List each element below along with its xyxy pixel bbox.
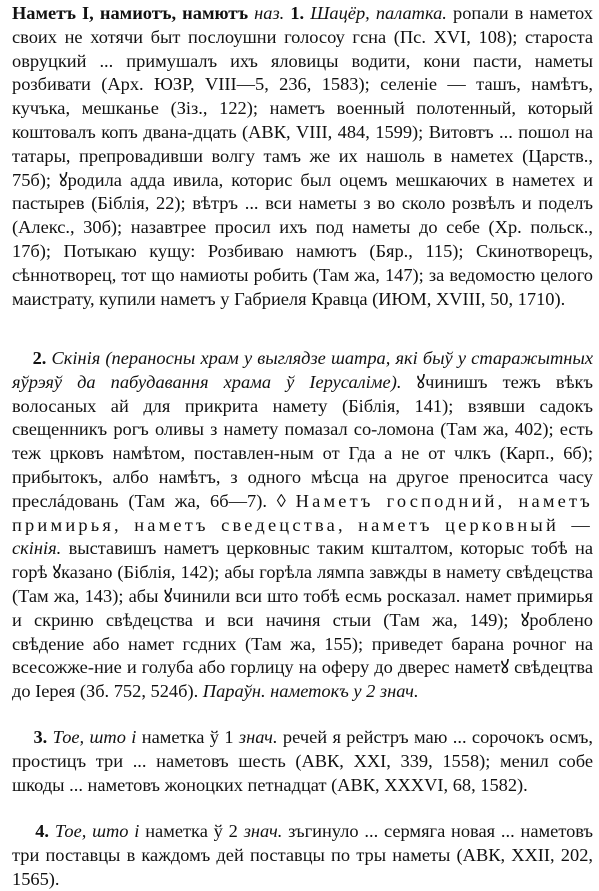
phrase-citations: выставишъ наметъ церковныс таким кшталтом, которыс тобѣ на горѣ ꙋказано (Біблія, 142); абы горѣла лямпа завжды в намету свѣдецства (Там жа, 143); абы ꙋчинили вси што тобѣ есмь росказал. намет примирья и скриню свѣдецства и вси начиня стыи (Там жа, 149); ꙋроблено свѣдение або намет гсдних (Там жа, 155); приведет барана рочног на всесожже-ние и голуба або горлицу на оферу до двереc наметꙋ свѣдецтва до Іерея (Зб. 752, 524б). (12, 538, 593, 702)
sense-gloss-tail: знач. (238, 727, 278, 747)
sense-citations: речей я рейстръ маю ... сорочокъ осмъ, простицъ три ... наметовъ шесть (АВК, XXI, 339, 1558); менил собе шкоды ... наметовъ жоноцких петнадцат (АВК, XXXVI, 68, 1582). (12, 727, 593, 795)
sense-gloss-ref: наметка ў 1 (141, 727, 234, 747)
phrase-gloss: скінія. (12, 538, 62, 559)
sense-number: 1. (290, 3, 305, 23)
sense-citations: зъгинуло ... сермяга новая ... наметовъ три поставцы в каждомъ дей поставцы по тры наметы (АВК, XXII, 202, 1565). (12, 821, 594, 889)
headword: Наметъ I, намиотъ, намютъ (12, 3, 249, 23)
entry-sense-4 (12, 820, 593, 891)
parallel-label: Параўн. (202, 681, 266, 702)
sense-gloss: Шацёр, палатка. (310, 3, 447, 23)
entry-sense-2 (12, 347, 593, 704)
phrase-spaced: Наметъ господний, наметъ примирья, наметъ сведецства, наметъ церковный — (12, 490, 593, 535)
sense-gloss-ref: наметка ў 2 (145, 821, 238, 841)
part-of-speech: наз. (254, 3, 285, 23)
sense-gloss: Тое, што і (52, 727, 137, 747)
entry-sense-1 (12, 2, 593, 311)
parallel-ref: наметокъ у 2 знач. (270, 681, 419, 702)
sense-gloss: Тое, што і (54, 821, 140, 841)
sense-number: 4. (35, 821, 49, 841)
sense-gloss: Скінія (пераносны храм у выглядзе шатра, які быў у старажытных яўрэяў да пабудавання храма ў Іерусаліме). (12, 348, 594, 392)
sense-number: 3. (33, 727, 48, 747)
sense-citations: ропали в наметох своих не хотячи быт послоушни голосоу гсна (Пс. XVI, 108); староста овруцкий ... примушалъ ихъ яловицы водити, кони пасти, наметы розбивати (Арх. ЮЗР, VIII—5, 236, 1583); селеніе — ташъ, намѣтъ, кучъка, мешканье (Зіз., 122); наметъ военный полотенный, который коштовалъ копъ двана-дцать (АВК, VIII, 484, 1599); Витовтъ ... пошол на татары, препровадивши волгу тамъ же их нашоль в наметех (Царств., 75б); ꙋродила адда ивила, которис был оцемъ мешкаючих в наметех и пастырев (Біблія, 22); вѣтръ ... вси наметы з во сколо розвѣлъ и поделъ (Алекс., 30б); назавтрее просил ихъ под наметы до себе (Хр. польск., 17б); Потыкаю кущу: Розбиваю намютъ (Бяр., 115); Скинотворецъ, сѣннотворец, тот що намиоты робить (Там жа, 147); за ведомостю целого маистрату, купили наметъ у Габриеля Кравца (ИЮМ, XVIII, 50, 1710). (12, 3, 593, 309)
sense-gloss-tail: знач. (243, 821, 283, 841)
sense-number: 2. (32, 348, 47, 368)
entry-sense-3 (12, 726, 593, 797)
sense-citations: ꙋчинишъ тежъ вѣкъ волосаных ай для прикрита намету (Біблія, 141); взявши садокъ свещенникъ рогъ оливы з намету помазал со-ломона (Там жа, 402); есть теж црковъ намѣтом, поставлен-ным от Гда а не от члкъ (Карп., 6б); прибытокъ, албо намѣтъ, з одного мѣсца на другое преноситса часу преслáдовань (Там жа, 6б—7). ◊ (12, 371, 593, 511)
